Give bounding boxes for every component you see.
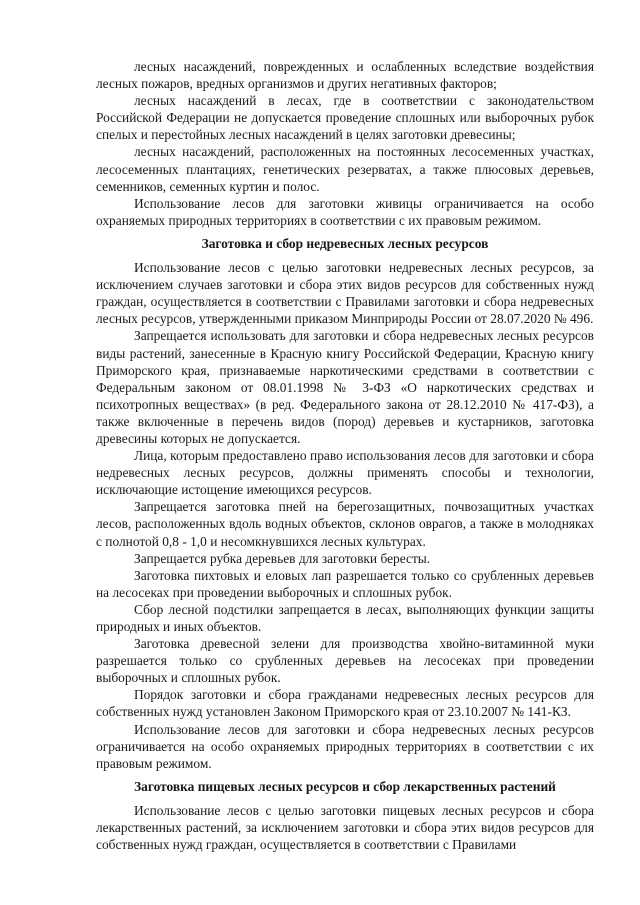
- paragraph-non-timber-rules: Использование лесов с целью заготовки недревесных лесных ресурсов, за исключением случаев заготовки и сбора этих видов ресурсов для собственных нужд граждан, осуществляется в соответствии с Правилами заготовки и сбора недревесных лесных ресурсов, утвержденными приказом Минприроды России от 28.07.2020 № 496.: [96, 260, 594, 327]
- paragraph-forest-litter: Сбор лесной подстилки запрещается в лесах, выполняющих функции защиты природных и иных объектов.: [96, 601, 594, 634]
- paragraph-birch-bark: Запрещается рубка деревьев для заготовки бересты.: [134, 550, 431, 566]
- paragraph-restricted-forests: лесных насаждений в лесах, где в соответствии с законодательством Российской Федерации не допускается проведение сплошных или выборочных рубок спелых и перестойных лесных насаждений в целях заготовки древесины;: [96, 93, 594, 143]
- paragraph-protected-areas: Использование лесов для заготовки и сбора недревесных лесных ресурсов ограничивается на особо охраняемых природных территориях в соответствии с их правовым режимом.: [96, 721, 594, 771]
- section-heading-food-resources: Заготовка пищевых лесных ресурсов и сбор лекарственных растений: [134, 778, 556, 794]
- document-page: [96, 58, 594, 853]
- paragraph-food-resources-rules: Использование лесов с целью заготовки пищевых лесных ресурсов и сбора лекарственных растений, за исключением заготовки и сбора этих видов ресурсов для собственных нужд граждан, осуществляется в соответствии с Правилами: [96, 802, 594, 853]
- paragraph-seed-plots: лесных насаждений, расположенных на постоянных лесосеменных участках, лесосеменных плантациях, генетических резерватах, а также плюсовых деревьев, семенников, семенных куртин и полос.: [96, 144, 594, 194]
- paragraph-citizen-procedure: Порядок заготовки и сбора гражданами недревесных лесных ресурсов для собственных нужд установлен Законом Приморского края от 23.10.2007 № 141-КЗ.: [96, 687, 594, 720]
- paragraph-prohibited-species: Запрещается использовать для заготовки и сбора недревесных лесных ресурсов виды растений, занесенные в Красную книгу Российской Федерации, Красную книгу Приморского края, признаваемые наркотическими средствами в соответствии с Федеральным законом от 08.01.1998 № 3-ФЗ «О наркотических средствах и психотропных веществах» (в ред. Федерального закона от 28.12.2010 № 417-ФЗ), а также включенные в перечень видов (пород) деревьев и кустарников, заготовка древесины которых не допускается.: [96, 328, 594, 446]
- paragraph-damaged-stands: лесных насаждений, поврежденных и ослабленных вследствие воздействия лесных пожаров, вредных организмов и других негативных факторов;: [96, 59, 594, 92]
- paragraph-fir-spruce-branches: Заготовка пихтовых и еловых лап разрешается только со срубленных деревьев на лесосеках при проведении выборочных и сплошных рубок.: [96, 567, 594, 600]
- paragraph-stump-prohibition: Запрещается заготовка пней на берегозащитных, почвозащитных участках лесов, расположенных вдоль водных объектов, склонов оврагов, а также в молодняках с полнотой 0,8 - 1,0 и несомкнувшихся лесных культурах.: [96, 499, 594, 549]
- paragraph-sustainable-methods: Лица, которым предоставлено право использования лесов для заготовки и сбора недревесных лесных ресурсов, должны применять способы и технологии, исключающие истощение имеющихся ресурсов.: [96, 448, 594, 498]
- paragraph-resin-restriction: Использование лесов для заготовки живицы ограничивается на особо охраняемых природных территориях в соответствии с их правовым режимом.: [96, 195, 594, 228]
- paragraph-greenery: Заготовка древесной зелени для производства хвойно-витаминной муки разрешается только со срубленных деревьев на лесосеках при проведении выборочных и сплошных рубок.: [96, 636, 594, 686]
- section-heading-non-timber: Заготовка и сбор недревесных лесных ресурсов: [201, 235, 489, 251]
